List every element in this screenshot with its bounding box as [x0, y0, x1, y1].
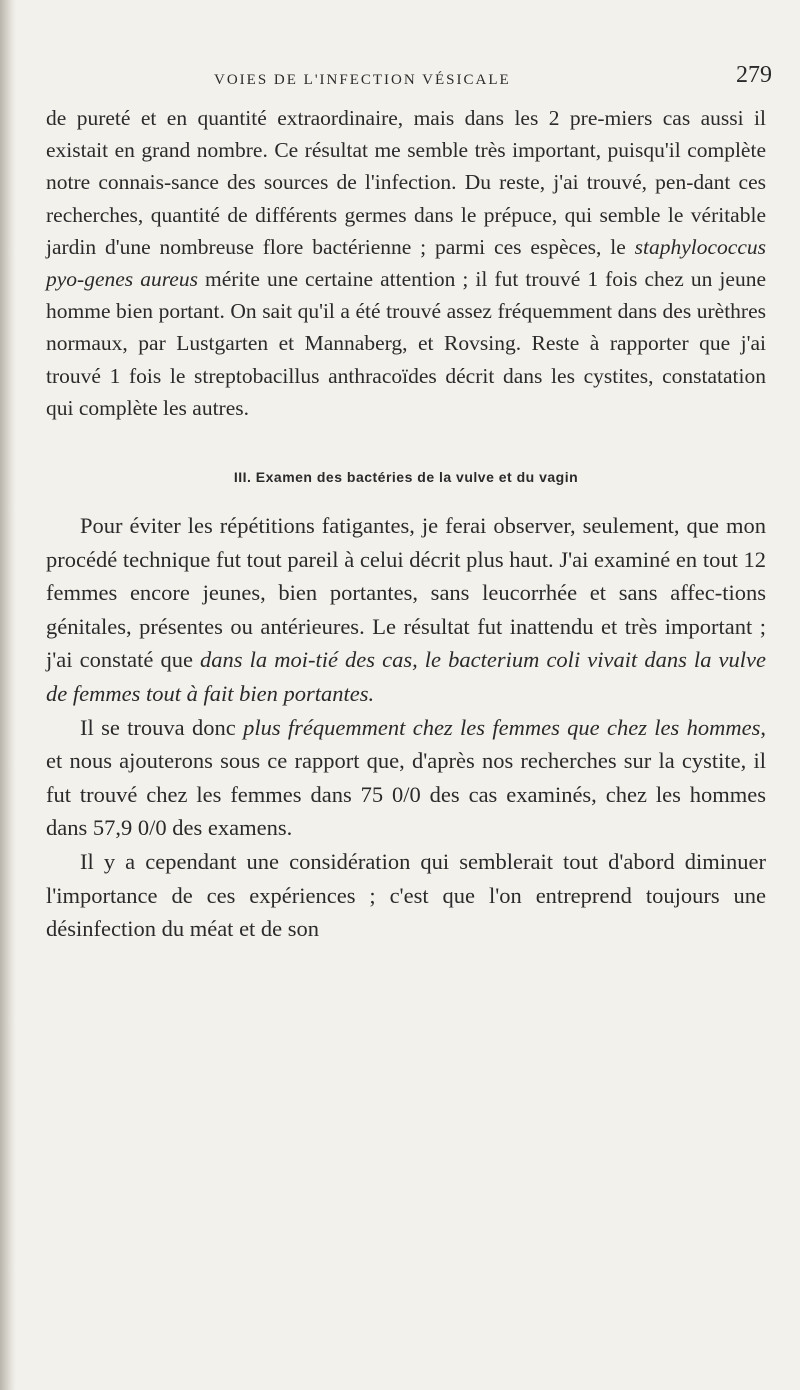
- text-run: Il y a cependant une considération qui semblerait tout d'abord diminuer l'importance de ces expériences ; c'est que l'on entreprend toujours une désinfection du méat et de son: [46, 848, 766, 942]
- paragraph: [46, 102, 766, 424]
- text-run: mérite une certaine attention ; il fut trouvé 1 fois chez un jeune homme bien portant. On sait qu'il a été trouvé assez fréquemment dans des urèthres normaux, par Lustgarten et Mannaberg, et Rovsing. Reste à rapporter que j'ai trouvé 1 fois le streptobacillus anthracoïdes décrit dans les cystites, constatation qui complète les autres.: [46, 267, 766, 420]
- section-2: [46, 469, 766, 946]
- text-run: de pureté et en quantité extraordinaire, mais dans les 2 pre-miers cas aussi il existait en grand nombre. Ce résultat me semble très important, puisqu'il complète notre connais-sance des sources de l'infection. Du reste, j'ai trouvé, pen-dant ces recherches, quantité de différents germes dans le prépuce, qui semble le véritable jardin d'une nombreuse flore bactérienne ; parmi ces espèces, le: [46, 106, 766, 259]
- text-run: , et nous ajouterons sous ce rapport que, d'après nos recherches sur la cystite, il fut trouvé chez les femmes dans 75 0/0 des cas examinés, chez les hommes dans 57,9 0/0 des examens.: [46, 714, 766, 841]
- binding-shadow: [0, 0, 16, 1390]
- paragraph: [46, 845, 766, 946]
- paragraph: [46, 509, 766, 711]
- section-heading: III. Examen des bactéries de la vulve et du vagin: [233, 469, 579, 486]
- section-1: [46, 102, 766, 424]
- paragraph: [46, 711, 766, 845]
- text-run-italic: dans la moi-tié des cas, le bacterium coli vivait dans la vulve de femmes tout à fait bien portantes.: [46, 647, 766, 706]
- running-head: [46, 60, 772, 94]
- text-run: Il se trouva donc: [80, 714, 244, 740]
- text-run: Pour éviter les répétitions fatigantes, je ferai observer, seulement, que mon procédé technique fut tout pareil à celui décrit plus haut. J'ai examiné en tout 12 femmes encore jeunes, bien portantes, sans leucorrhée et sans affec-tions génitales, présentes ou antérieures. Le résultat fut inattendu et très important ; j'ai constaté que: [46, 513, 766, 673]
- book-page: [46, 60, 772, 946]
- text-run-italic: staphylococcus pyo-genes aureus: [46, 234, 766, 292]
- text-run-italic: plus fréquemment chez les femmes que chez les hommes: [243, 714, 761, 740]
- page-number: 279: [736, 62, 772, 88]
- running-title: VOIES DE L'INFECTION VÉSICALE: [214, 72, 511, 88]
